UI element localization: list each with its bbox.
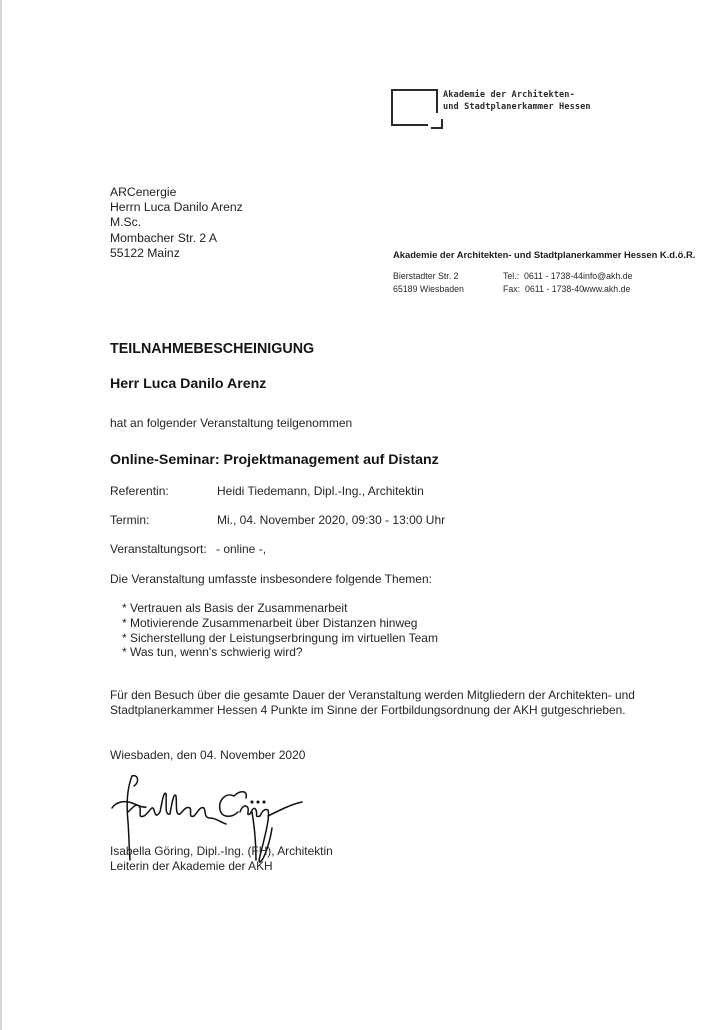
- credit-line-2: Stadtplanerkammer Hessen 4 Punkte im Sinne der Fortbildungsordnung der AKH gutgeschrieben.: [110, 703, 626, 717]
- sender-email[interactable]: info@akh.de: [583, 271, 633, 281]
- event-title: Online-Seminar: Projektmanagement auf Distanz: [110, 452, 439, 468]
- recipient-name: Herrn Luca Danilo Arenz: [110, 200, 243, 215]
- bullet-asterisk-icon: *: [122, 630, 127, 645]
- bullet-asterisk-icon: *: [122, 615, 127, 630]
- page-edge: [0, 0, 2, 1030]
- sender-online: [583, 270, 633, 295]
- detail-label: Veranstaltungsort:: [110, 542, 207, 556]
- credit-line-1: Für den Besuch über die gesamte Dauer der Veranstaltung werden Mitgliedern der Architekten- und: [110, 688, 635, 702]
- recipient-city: 55122 Mainz: [110, 245, 180, 260]
- participant-name: Herr Luca Danilo Arenz: [110, 376, 267, 392]
- theme-text: Vertrauen als Basis der Zusammenarbeit: [130, 601, 348, 615]
- sender-website[interactable]: www.akh.de: [583, 283, 631, 294]
- theme-text: Was tun, wenn's schwierig wird?: [130, 645, 303, 660]
- credit-points-statement: [110, 688, 635, 718]
- sender-street: Bierstadter Str. 2: [393, 271, 459, 281]
- detail-row-speaker: [110, 484, 424, 498]
- detail-value: Heidi Tiedemann, Dipl.-Ing., Architektin: [217, 484, 424, 498]
- theme-item: [122, 601, 438, 616]
- detail-value: - online -,: [216, 542, 267, 556]
- detail-row-date: [110, 513, 446, 527]
- detail-row-location: [110, 542, 267, 556]
- detail-label: Referentin:: [110, 484, 169, 498]
- bullet-asterisk-icon: *: [122, 645, 127, 660]
- theme-text: Sicherstellung der Leistungserbringung im virtuellen Team: [130, 630, 438, 645]
- theme-item: [122, 645, 438, 660]
- sender-name: Akademie der Architekten- und Stadtplanerkammer Hessen K.d.ö.R.: [393, 249, 696, 260]
- sender-phone: Tel.: 0611 - 1738-44: [503, 271, 584, 281]
- recipient-degree: M.Sc.: [110, 215, 142, 230]
- themes-intro: Die Veranstaltung umfasste insbesondere folgende Themen:: [110, 572, 432, 586]
- recipient-street: Mombacher Str. 2 A: [110, 230, 218, 245]
- themes-list: [122, 601, 438, 660]
- signer-block: [110, 844, 333, 874]
- document-title: TEILNAHMEBESCHEINIGUNG: [110, 341, 315, 357]
- signer-role: Leiterin der Akademie der AKH: [110, 859, 273, 873]
- theme-item: [122, 631, 438, 646]
- sender-address: [393, 270, 464, 295]
- detail-value: Mi., 04. November 2020, 09:30 - 13:00 Uhr: [217, 513, 446, 527]
- signer-name: Isabella Göring, Dipl.-Ing. (FH), Architektin: [110, 844, 333, 858]
- theme-text: Motivierende Zusammenarbeit über Distanzen hinweg: [130, 615, 418, 630]
- sender-fax: Fax: 0611 - 1738-40: [503, 283, 585, 294]
- participation-statement: hat an folgender Veranstaltung teilgenommen: [110, 416, 353, 430]
- logo-line-2: und Stadtplanerkammer Hessen: [443, 102, 591, 112]
- logo-frame-icon: [391, 89, 436, 126]
- recipient-address: [110, 185, 243, 261]
- logo-line-1: Akademie der Architekten-: [443, 90, 575, 100]
- sender-phone-fax: [503, 270, 584, 295]
- logo-corner-icon: [431, 119, 443, 129]
- place-and-date: Wiesbaden, den 04. November 2020: [110, 748, 306, 762]
- detail-label: Termin:: [110, 513, 150, 527]
- recipient-company: ARCenergie: [110, 185, 177, 199]
- sender-city: 65189 Wiesbaden: [393, 283, 464, 294]
- theme-item: [122, 616, 438, 631]
- bullet-asterisk-icon: *: [122, 601, 127, 615]
- logo-wordmark: [443, 89, 591, 113]
